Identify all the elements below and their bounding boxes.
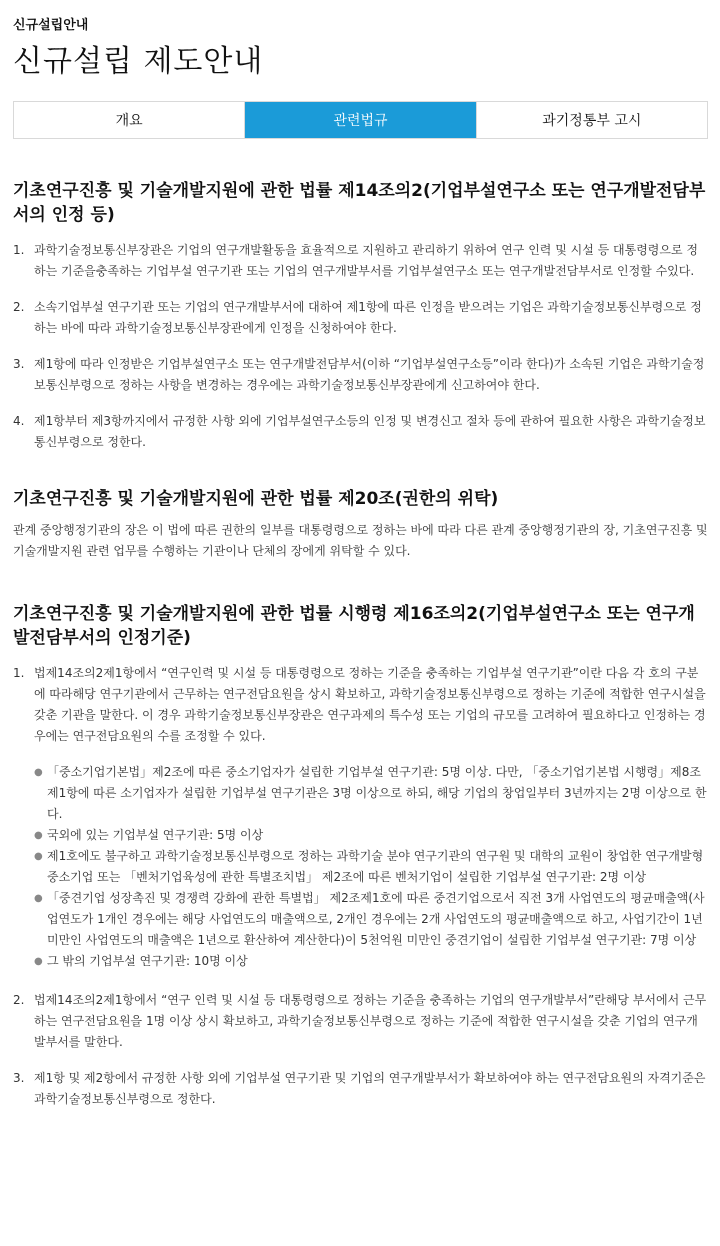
- list-item: [13, 411, 708, 453]
- tab-related-laws[interactable]: 관련법규: [244, 102, 475, 138]
- list-item: [13, 1068, 708, 1110]
- list-item: [13, 240, 708, 282]
- bullet-item: [34, 846, 708, 888]
- criteria-bullet-list: [13, 762, 708, 972]
- item-number: 3.: [13, 357, 25, 371]
- list-item: [13, 663, 708, 747]
- section-title: 기초연구진흥 및 기술개발지원에 관한 법률 시행령 제16조의2(기업부설연구소 또는 연구개발전담부서의 인정기준): [13, 604, 695, 648]
- item-text: 제1항부터 제3항까지에서 규정한 사항 외에 기업부설연구소등의 인정 및 변경신고 절차 등에 관하여 필요한 사항은 과학기술정보통신부령으로 정한다.: [34, 414, 706, 449]
- item-text: 소속기업부설 연구기관 또는 기업의 연구개발부서에 대하여 제1항에 따른 인정을 받으려는 기업은 과학기술정보통신부령으로 정하는 바에 따라 과학기술정보통신부장관에게 인정을 신청하여야 한다.: [34, 300, 702, 335]
- bullet-icon: ●: [34, 851, 43, 862]
- item-number: 2.: [13, 993, 25, 1007]
- bullet-icon: ●: [34, 956, 43, 967]
- tab-bar: [13, 101, 708, 139]
- article-list: [13, 240, 708, 453]
- item-text: 제1항 및 제2항에서 규정한 사항 외에 기업부설 연구기관 및 기업의 연구개발부서가 확보하여야 하는 연구전담요원의 자격기준은 과학기술정보통신부령으로 정한다.: [34, 1071, 706, 1106]
- item-number: 2.: [13, 300, 25, 314]
- tab-overview[interactable]: 개요: [115, 113, 143, 129]
- bullet-text: 「중소기업기본법」제2조에 따른 중소기업자가 설립한 기업부설 연구기관: 5명 이상. 다만, 「중소기업기본법 시행령」제8조제1항에 따른 소기업자가 설립한 기업부설 연구기관은 3명 이상으로 하되, 해당 기업의 창업일부터 3년까지는 2명 이상으로 한다.: [47, 765, 707, 821]
- list-item: [13, 354, 708, 396]
- item-text: 법제14조의2제1항에서 “연구인력 및 시설 등 대통령령으로 정하는 기준을 충족하는 기업부설 연구기관”이란 다음 각 호의 구분에 따라해당 연구기관에서 근무하는 연구전담요원을 상시 확보하고, 과학기술정보통신부령으로 정하는 기준에 적합한 연구시설을 갖춘 기관을 말한다. 이 경우 과학기술정보통신부장관은 연구과제의 특수성 또는 기업의 규모를 고려하여 필요하다고 인정하는 경우에는 연구전담요원의 수를 조정할 수 있다.: [34, 666, 706, 743]
- item-text: 제1항에 따라 인정받은 기업부설연구소 또는 연구개발전담부서(이하 “기업부설연구소등”이라 한다)가 소속된 기업은 과학기술정보통신부령으로 정하는 사항을 변경하는 경우에는 과학기술정보통신부장관에게 신고하여야 한다.: [34, 357, 705, 392]
- item-text: 법제14조의2제1항에서 “연구 인력 및 시설 등 대통령령으로 정하는 기준을 충족하는 기업의 연구개발부서”란해당 부서에서 근무하는 연구전담요원을 1명 이상 상시 확보하고, 과학기술정보통신부령으로 정하는 기준에 적합한 연구시설을 갖춘 기업의 연구개발부서를 말한다.: [34, 993, 707, 1049]
- section-paragraph: 관계 중앙행정기관의 장은 이 법에 따른 권한의 일부를 대통령령으로 정하는 바에 따라 다른 관계 중앙행정기관의 장, 기초연구진흥 및 기술개발지원 관련 업무를 수행하는 기관이나 단체의 장에게 위탁할 수 있다.: [13, 523, 708, 558]
- item-number: 1.: [13, 243, 25, 257]
- bullet-icon: ●: [34, 893, 43, 904]
- section-title: 기초연구진흥 및 기술개발지원에 관한 법률 제14조의2(기업부설연구소 또는 연구개발전담부서의 인정 등): [13, 181, 706, 225]
- bullet-text: 「중견기업 성장촉진 및 경쟁력 강화에 관한 특별법」 제2조제1호에 따른 중견기업으로서 직전 3개 사업연도의 평균매출액(사업연도가 1개인 경우에는 해당 사업연도의 매출액으로, 2개인 경우에는 2개 사업연도의 평균매출액으로 하고, 사업기간이 1년 미만인 사업연도의 매출액은 1년으로 환산하여 계산한다)이 5천억원 미만인 중견기업이 설립한 기업부설 연구기관: 7명 이상: [47, 891, 705, 947]
- bullet-item: [34, 762, 708, 825]
- page-title: 신규설립 제도안내: [13, 44, 264, 79]
- bullet-text: 제1호에도 불구하고 과학기술정보통신부령으로 정하는 과학기술 분야 연구기관의 연구원 및 대학의 교원이 창업한 연구개발형 중소기업 또는 「벤처기업육성에 관한 특별조치법」 제2조에 따른 벤처기업이 설립한 기업부설 연구기관: 2명 이상: [47, 849, 704, 884]
- list-item: [13, 297, 708, 339]
- bullet-text: 그 밖의 기업부설 연구기관: 10명 이상: [47, 954, 248, 968]
- bullet-icon: ●: [34, 830, 43, 841]
- article-list: [13, 990, 708, 1110]
- article-list: [13, 663, 708, 747]
- item-number: 3.: [13, 1071, 25, 1085]
- item-number: 4.: [13, 414, 25, 428]
- tab-ministry-notice[interactable]: 과기정통부 고시: [476, 102, 707, 138]
- list-item: [13, 990, 708, 1053]
- item-text: 과학기술정보통신부장관은 기업의 연구개발활동을 효율적으로 지원하고 관리하기 위하여 연구 인력 및 시설 등 대통령령으로 정하는 기준을충족하는 기업부설 연구기관 또는 기업의 연구개발부서를 기업부설연구소 또는 연구개발전담부서로 인정할 수있다.: [34, 243, 698, 278]
- bullet-item: [34, 888, 708, 951]
- bullet-item: [34, 825, 708, 846]
- breadcrumb: 신규설립안내: [13, 18, 89, 33]
- bullet-item: [34, 951, 708, 972]
- section-title: 기초연구진흥 및 기술개발지원에 관한 법률 제20조(권한의 위탁): [13, 489, 499, 509]
- bullet-icon: ●: [34, 767, 43, 778]
- item-number: 1.: [13, 666, 25, 680]
- bullet-text: 국외에 있는 기업부설 연구기관: 5명 이상: [47, 828, 264, 842]
